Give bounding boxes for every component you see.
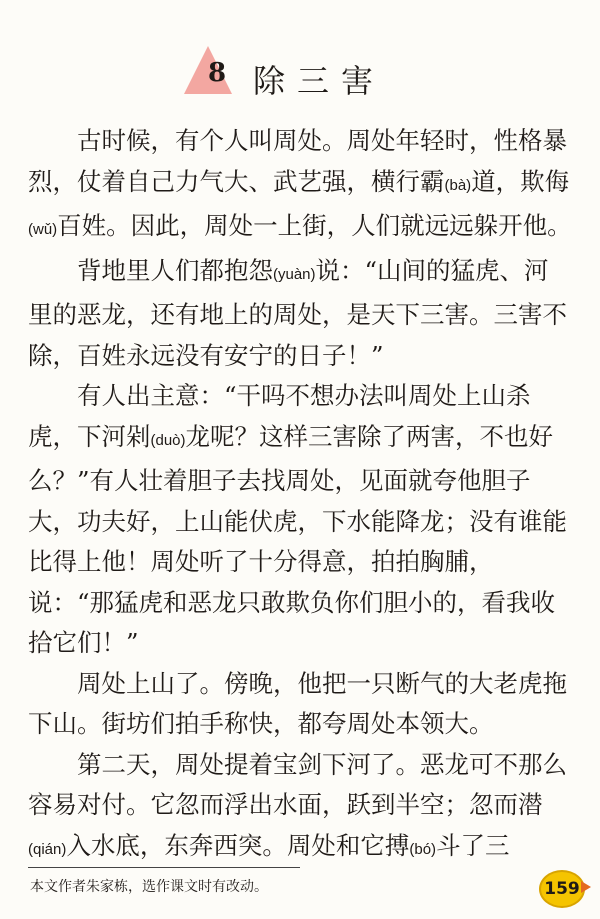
paragraph-text: 斗了三: [436, 830, 510, 860]
paragraph: [28, 664, 573, 745]
lesson-title: 除三害: [253, 62, 386, 100]
footnote: 本文作者朱家栋，选作课文时有改动。: [30, 879, 268, 895]
footnote-divider: [28, 867, 300, 868]
lesson-number: 8: [207, 58, 227, 88]
paragraph-text: 入水底，东奔西突。周处和它搏: [66, 830, 410, 860]
page-tab-icon: [581, 881, 591, 893]
paragraph-text: 古时候，有个人叫周处。周处年轻时，性格暴烈，仗着自己力气大、武艺强，横行霸: [28, 126, 567, 196]
pinyin-annotation: (bó): [409, 840, 437, 858]
pinyin-annotation: (duò): [150, 431, 186, 449]
lesson-body: [28, 121, 573, 870]
paragraph-text: 龙呢？这样三害除了两害，不也好么？”有人壮着胆子去找周处，见面就夸他胆子大，功夫好，上山能伏虎，下水能降龙；没有谁能比得上他！周处听了十分得意，拍拍胸脯，说：“那猛虎和恶龙只敢欺负你们胆小的，看我收拾它们！”: [28, 421, 567, 657]
page-number: 159: [539, 870, 585, 908]
paragraph-text: 道，欺侮: [471, 166, 570, 196]
paragraph-text: 周处上山了。傍晚，他把一只断气的大老虎拖下山。街坊们拍手称快，都夸周处本领大。: [28, 668, 567, 738]
paragraph-text: 百姓。因此，周处一上街，人们就远远躲开他。: [57, 211, 572, 240]
paragraph-text: 有人出主意：“干吗不想办法叫周处上山杀虎，下河剁: [28, 381, 531, 451]
pinyin-annotation: (bà): [444, 176, 472, 194]
paragraph-text: 背地里人们都抱怨: [77, 255, 273, 285]
pinyin-annotation: (qián): [28, 840, 67, 858]
paragraph: [28, 376, 573, 664]
paragraph-text: 说：“山间的猛虎、河里的恶龙，还有地上的周处，是天下三害。三害不除，百姓永远没有安宁的日子！”: [28, 255, 567, 370]
paragraph: [28, 745, 573, 871]
paragraph: [28, 251, 573, 377]
pinyin-annotation: (wǔ): [28, 221, 58, 238]
paragraph-text: 第二天，周处提着宝剑下河了。恶龙可不那么容易对付。它忽而浮出水面，跃到半空；忽而潜: [28, 749, 567, 819]
pinyin-annotation: (yuàn): [273, 265, 316, 283]
paragraph: [28, 121, 573, 251]
